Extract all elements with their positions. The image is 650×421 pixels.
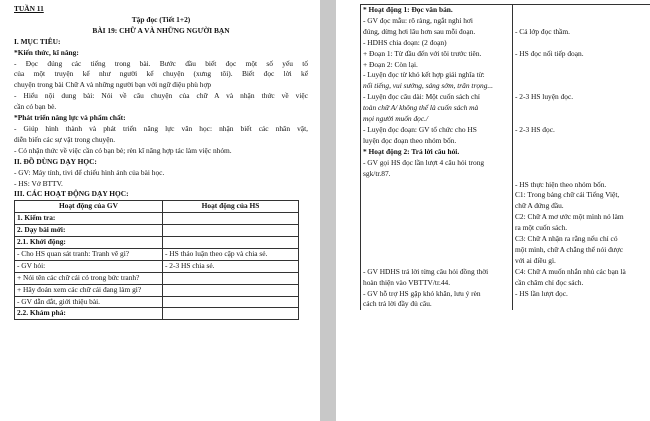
table-row (15, 213, 299, 225)
teacher-activity-cell: 2.2. Khám phá: (15, 308, 163, 320)
table-row (15, 284, 299, 296)
table-row (361, 103, 650, 114)
teacher-activity-cell: luyện đọc đoạn theo nhóm bốn. (361, 136, 513, 147)
teacher-activity-cell: cách trả lời đầy đủ câu. (361, 299, 513, 310)
student-activity-cell (513, 60, 650, 71)
teacher-activity-cell: - Luyện đọc đoạn: GV tổ chức cho HS (361, 125, 513, 136)
student-activity-cell: - HS thực hiện theo nhóm bốn. (513, 180, 650, 191)
teacher-activity-cell: + Đoạn 2: Còn lại. (361, 60, 513, 71)
table-row (15, 225, 299, 237)
student-activity-cell (163, 284, 299, 296)
table-row (361, 81, 650, 92)
table-row (361, 256, 650, 267)
knowledge-line: - Hiểu nội dung bài: Nói về câu chuyện của chữ A và nhận thức về việc (14, 91, 308, 101)
table-row (361, 125, 650, 136)
student-activity-cell (513, 158, 650, 169)
teacher-activity-cell: nổi tiếng, vui sướng, sáng sớm, trân trọng... (361, 81, 513, 92)
table-row (361, 212, 650, 223)
table-row (361, 136, 650, 147)
student-activity-cell: một mình, chữ A chẳng thể nói được (513, 245, 650, 256)
table-row (361, 16, 650, 27)
teacher-activity-cell: hoàn thiện vào VBTTV/tr.44. (361, 278, 513, 289)
table-row (361, 267, 650, 278)
teacher-activity-cell: * Hoạt động 2: Trả lời câu hỏi. (361, 147, 513, 158)
teacher-activity-cell (361, 180, 513, 191)
student-activity-cell: - Cả lớp đọc thầm. (513, 27, 650, 38)
student-activity-cell: cần chăm chỉ đọc sách. (513, 278, 650, 289)
teacher-activity-cell: - GV hỗ trợ HS gặp khó khăn, lưu ý rèn (361, 289, 513, 300)
materials-line: - GV: Máy tính, tivi để chiếu hình ảnh của bài học. (14, 167, 165, 177)
table-row (361, 60, 650, 71)
student-activity-cell: ra một cuốn sách. (513, 223, 650, 234)
student-activity-cell (513, 5, 650, 16)
student-activity-cell (513, 114, 650, 125)
activities-table-body (15, 213, 299, 320)
teacher-activity-cell: - Luyện đọc từ khó kết hợp giải nghĩa từ: (361, 70, 513, 81)
table-row (361, 223, 650, 234)
table-row (361, 49, 650, 60)
teacher-activity-cell: + Nói tên các chữ cái có trong bức tranh? (15, 272, 163, 284)
table-row (361, 278, 650, 289)
teacher-activity-cell (361, 245, 513, 256)
student-activity-cell: - HS lần lượt đọc. (513, 289, 650, 300)
teacher-activity-cell (361, 212, 513, 223)
knowledge-line: cần có bạn bè. (14, 102, 57, 112)
table-row (361, 92, 650, 103)
document-page-right (336, 0, 650, 421)
week-label: TUẦN 11 (14, 4, 44, 13)
teacher-activity-cell (361, 201, 513, 212)
table-row (15, 296, 299, 308)
table-row (361, 190, 650, 201)
student-activity-cell: - 2-3 HS chia sẻ. (163, 260, 299, 272)
teacher-activity-cell: + Hãy đoán xem các chữ cái đang làm gì? (15, 284, 163, 296)
competency-line: - Có nhận thức về việc cần có bạn bè; rèn kĩ năng hợp tác làm việc nhóm. (14, 145, 232, 155)
table-row (15, 272, 299, 284)
table-row (361, 245, 650, 256)
page-gap (320, 0, 336, 421)
table-row (361, 5, 650, 16)
materials-line: - HS: Vở BTTV. (14, 178, 63, 188)
competency-line: diễn biến các sự vật trong chuyện. (14, 134, 116, 144)
activities-table-continued (360, 4, 650, 310)
table-row (361, 201, 650, 212)
student-activity-cell (513, 169, 650, 180)
teacher-activity-cell: đúng, dừng hơi lâu hơn sau mỗi đoạn. (361, 27, 513, 38)
teacher-activity-cell (361, 223, 513, 234)
knowledge-heading: *Kiến thức, kĩ năng: (14, 47, 79, 57)
table-row (361, 38, 650, 49)
student-activity-cell (513, 70, 650, 81)
objectives-heading: I. MỤC TIÊU: (14, 36, 61, 46)
teacher-activity-cell: - Cho HS quan sát tranh: Tranh vẽ gì? (15, 248, 163, 260)
knowledge-line: - Đọc đúng các tiếng trong bài. Bước đầu biết đọc một số yếu tố (14, 58, 308, 68)
student-activity-cell: chữ A đứng đầu. (513, 201, 650, 212)
activities-table-continued-body (361, 5, 650, 311)
teacher-activity-cell: - GV HDHS trả lời từng câu hỏi đồng thời (361, 267, 513, 278)
lesson-title: BÀI 19: CHỮ A VÀ NHỮNG NGƯỜI BẠN (92, 25, 230, 35)
teacher-activity-cell: * Hoạt động 1: Đọc văn bản. (361, 5, 513, 16)
competency-line: - Giúp hình thành và phát triển năng lực văn học: nhận biết các nhân vật, (14, 123, 308, 133)
document-page-left (0, 0, 320, 421)
teacher-activity-cell: 2. Dạy bài mới: (15, 225, 163, 237)
teacher-activity-cell: toàn chữ A/ không thể là cuốn sách mà (361, 103, 513, 114)
teacher-activity-cell (361, 234, 513, 245)
knowledge-line: của một truyện kể như người kể chuyện (xưng tôi). Biết đọc lời kể (14, 69, 308, 79)
competency-heading: *Phát triển năng lực và phẩm chất: (14, 113, 126, 123)
student-activity-cell (163, 225, 299, 237)
table-row (361, 289, 650, 300)
teacher-activity-cell: 1. Kiểm tra: (15, 213, 163, 225)
student-activity-cell: C1: Trong bảng chữ cái Tiếng Việt, (513, 190, 650, 201)
teacher-activity-cell: - Luyện đọc câu dài: Một cuốn sách chỉ (361, 92, 513, 103)
teacher-activity-cell: + Đoạn 1: Từ đầu đến với tôi trước tiên. (361, 49, 513, 60)
student-activity-cell (513, 103, 650, 114)
teacher-activity-cell: - GV dẫn dắt, giới thiệu bài. (15, 296, 163, 308)
table-row (361, 114, 650, 125)
student-activity-cell: - HS thảo luận theo cặp và chia sẻ. (163, 248, 299, 260)
subject-title: Tập đọc (Tiết 1+2) (131, 14, 191, 24)
student-activity-cell (163, 237, 299, 249)
student-activity-cell (513, 38, 650, 49)
teacher-activity-cell: - GV đọc mẫu: rõ ràng, ngắt nghỉ hơi (361, 16, 513, 27)
student-activity-cell (513, 299, 650, 310)
table-row (361, 158, 650, 169)
student-activity-cell (163, 296, 299, 308)
table-row (361, 299, 650, 310)
student-activity-cell: C3: Chữ A nhận ra rằng nếu chỉ có (513, 234, 650, 245)
table-row (15, 308, 299, 320)
teacher-activity-cell: 2.1. Khởi động: (15, 237, 163, 249)
table-row (361, 234, 650, 245)
student-column-header: Hoạt động của HS (163, 201, 299, 213)
teacher-activity-cell: mọi người muốn đọc./ (361, 114, 513, 125)
table-row (361, 70, 650, 81)
student-activity-cell (513, 147, 650, 158)
table-row (361, 147, 650, 158)
student-activity-cell (513, 136, 650, 147)
student-activity-cell (513, 16, 650, 27)
student-activity-cell: C4: Chữ A muốn nhắn nhủ các bạn là (513, 267, 650, 278)
teacher-activity-cell: - HDHS chia đoạn: (2 đoạn) (361, 38, 513, 49)
materials-heading: II. ĐỒ DÙNG DẠY HỌC: (14, 156, 97, 166)
activities-table (14, 200, 299, 320)
student-activity-cell: - 2-3 HS đọc. (513, 125, 650, 136)
student-activity-cell (163, 308, 299, 320)
student-activity-cell (163, 272, 299, 284)
table-row (361, 169, 650, 180)
student-activity-cell: với ai điều gì. (513, 256, 650, 267)
student-activity-cell (513, 81, 650, 92)
knowledge-line: chuyện trong bài Chữ A và những người bạn với ngữ điệu phù hợp (14, 80, 212, 90)
teacher-activity-cell (361, 190, 513, 201)
teacher-activity-cell: - GV gọi HS đọc lần lượt 4 câu hỏi trong (361, 158, 513, 169)
student-activity-cell: C2: Chữ A mơ ước một mình nó làm (513, 212, 650, 223)
student-activity-cell: - HS đọc nối tiếp đoạn. (513, 49, 650, 60)
table-row (15, 248, 299, 260)
table-row (361, 180, 650, 191)
teacher-activity-cell: - GV hỏi: (15, 260, 163, 272)
activities-heading: III. CÁC HOẠT ĐỘNG DẠY HỌC: (14, 189, 129, 199)
teacher-column-header: Hoạt động của GV (15, 201, 163, 213)
teacher-activity-cell (361, 256, 513, 267)
teacher-activity-cell: sgk/tr.87. (361, 169, 513, 180)
table-row (15, 237, 299, 249)
table-row (361, 27, 650, 38)
table-row (15, 260, 299, 272)
student-activity-cell (163, 213, 299, 225)
student-activity-cell: - 2-3 HS luyện đọc. (513, 92, 650, 103)
